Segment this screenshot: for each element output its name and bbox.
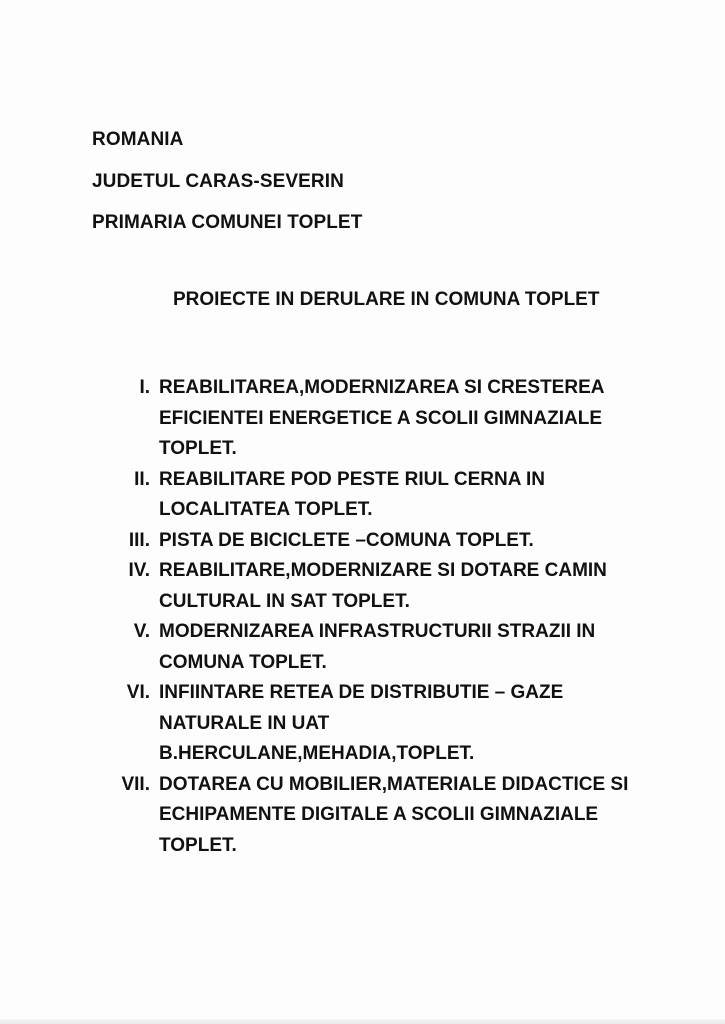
list-item [0,678,725,770]
item-numeral: VII. [121,773,150,795]
item-text: REABILITAREA,MODERNIZAREA SI CRESTEREA EFICIENTEI ENERGETICE A SCOLII GIMNAZIALE TOPLET. [159,377,605,459]
list-item [0,617,725,678]
header-country: ROMANIA [92,129,184,150]
list-item [0,770,725,862]
scan-edge [0,1019,725,1024]
project-list [0,373,725,861]
item-numeral: V. [133,621,150,642]
item-text: PISTA DE BICICLETE –COMUNA TOPLET. [159,529,534,551]
list-item [0,465,725,526]
item-numeral: VI. [126,682,150,703]
list-item [0,526,725,557]
item-numeral: II. [134,468,150,490]
item-numeral: IV. [128,560,150,581]
list-item [0,556,725,617]
item-numeral: III. [128,529,150,551]
item-text: DOTAREA CU MOBILIER,MATERIALE DIDACTICE SI ECHIPAMENTE DIGITALE A SCOLII GIMNAZIALE TOPLET. [159,773,629,856]
header-county: JUDETUL CARAS-SEVERIN [92,171,344,192]
item-text: REABILITARE,MODERNIZARE SI DOTARE CAMIN CULTURAL IN SAT TOPLET. [159,560,607,612]
header-municipality: PRIMARIA COMUNEI TOPLET [92,212,363,233]
document-title: PROIECTE IN DERULARE IN COMUNA TOPLET [173,289,600,310]
item-text: INFIINTARE RETEA DE DISTRIBUTIE – GAZE NATURALE IN UAT B.HERCULANE,MEHADIA,TOPLET. [159,682,564,764]
item-text: REABILITARE POD PESTE RIUL CERNA IN LOCALITATEA TOPLET. [159,468,546,520]
item-text: MODERNIZAREA INFRASTRUCTURII STRAZII IN COMUNA TOPLET. [159,621,596,673]
list-item [0,373,725,465]
item-numeral: I. [139,377,150,398]
